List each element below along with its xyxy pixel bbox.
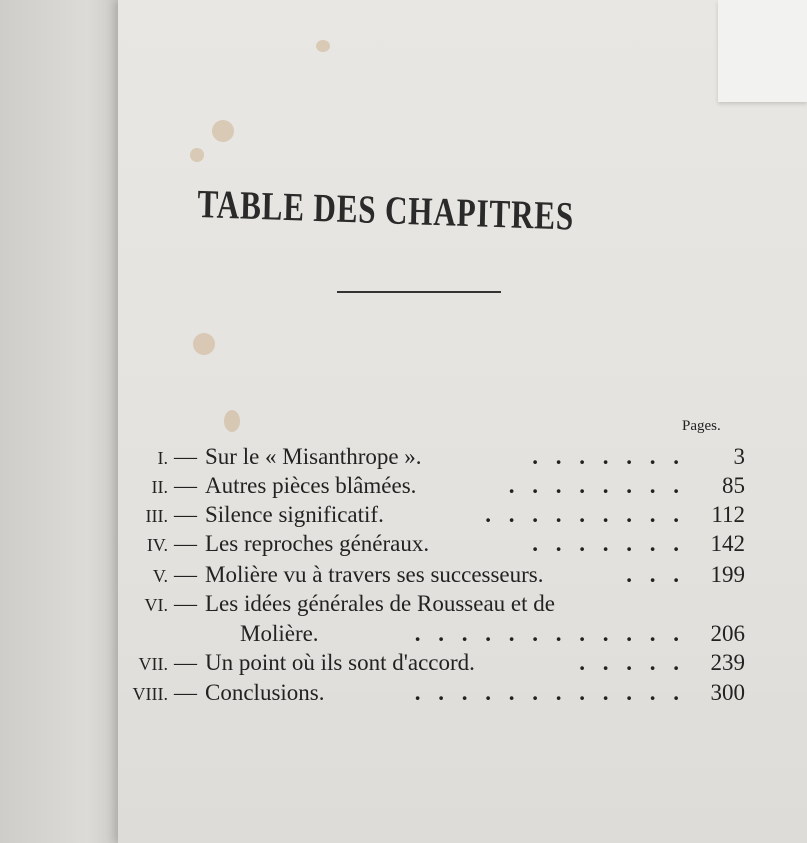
- toc-entry: [108, 650, 745, 680]
- chapter-title: Les reproches généraux.: [205, 531, 430, 556]
- page-number: 85: [722, 473, 745, 498]
- leader-dots: . . . . . . . . . . . .: [414, 621, 685, 646]
- dash: —: [174, 473, 197, 498]
- chapter-numeral: II.: [151, 477, 168, 497]
- pages-column-label: Pages.: [682, 418, 721, 434]
- leader-dots: . . . . . . . . . . . .: [414, 680, 685, 705]
- dash: —: [174, 562, 197, 587]
- chapter-title: Conclusions.: [205, 680, 325, 705]
- toc-entry: [108, 591, 745, 621]
- dash: —: [174, 680, 197, 705]
- chapter-numeral: V.: [152, 566, 168, 586]
- foxing-spot: [193, 333, 215, 355]
- dash: —: [174, 531, 197, 556]
- chapter-title-continued: Molière.: [240, 621, 319, 646]
- leader-dots: . . . . .: [579, 650, 685, 675]
- chapter-numeral: VII.: [138, 654, 168, 674]
- page-number: 112: [711, 502, 745, 527]
- page-number: 3: [733, 444, 745, 469]
- toc-entry: [108, 473, 745, 503]
- chapter-numeral: I.: [157, 448, 168, 468]
- leader-dots: . . . . . . .: [532, 444, 685, 469]
- page-number: 142: [710, 531, 745, 556]
- dash: —: [174, 502, 197, 527]
- facing-page: [0, 0, 125, 843]
- toc-entry-continuation: [108, 621, 745, 651]
- paper-corner: [718, 0, 807, 102]
- toc-entry: [108, 502, 745, 532]
- foxing-spot: [212, 120, 234, 142]
- page-number: 199: [710, 562, 745, 587]
- chapter-title: Sur le « Misanthrope ».: [205, 444, 422, 469]
- title-rule: [337, 291, 501, 293]
- foxing-spot: [190, 148, 204, 162]
- toc-entry: [108, 444, 745, 474]
- leader-dots: . . . . . . .: [532, 531, 685, 556]
- chapter-title: Les idées générales de Rousseau et de: [205, 591, 555, 616]
- leader-dots: . . . . . . . . .: [485, 502, 685, 527]
- toc-entry: [108, 531, 745, 561]
- toc-entry: [108, 680, 745, 710]
- dash: —: [174, 444, 197, 469]
- chapter-title: Un point où ils sont d'accord.: [205, 650, 475, 675]
- chapter-numeral: VI.: [144, 595, 168, 615]
- chapter-numeral: VIII.: [132, 684, 168, 704]
- page-number: 239: [710, 650, 745, 675]
- toc-entry: [108, 562, 745, 592]
- leader-dots: . . .: [626, 562, 685, 587]
- chapter-title: Molière vu à travers ses successeurs.: [205, 562, 544, 587]
- page-title: TABLE DES CHAPITRES: [197, 180, 575, 239]
- page-number: 300: [710, 680, 745, 705]
- foxing-spot: [224, 410, 240, 432]
- page-number: 206: [710, 621, 745, 646]
- chapter-numeral: III.: [145, 506, 168, 526]
- leader-dots: . . . . . . . .: [508, 473, 685, 498]
- chapter-numeral: IV.: [146, 535, 168, 555]
- dash: —: [174, 650, 197, 675]
- dash: —: [174, 591, 197, 616]
- foxing-spot: [316, 40, 330, 52]
- chapter-title: Autres pièces blâmées.: [205, 473, 417, 498]
- chapter-title: Silence significatif.: [205, 502, 384, 527]
